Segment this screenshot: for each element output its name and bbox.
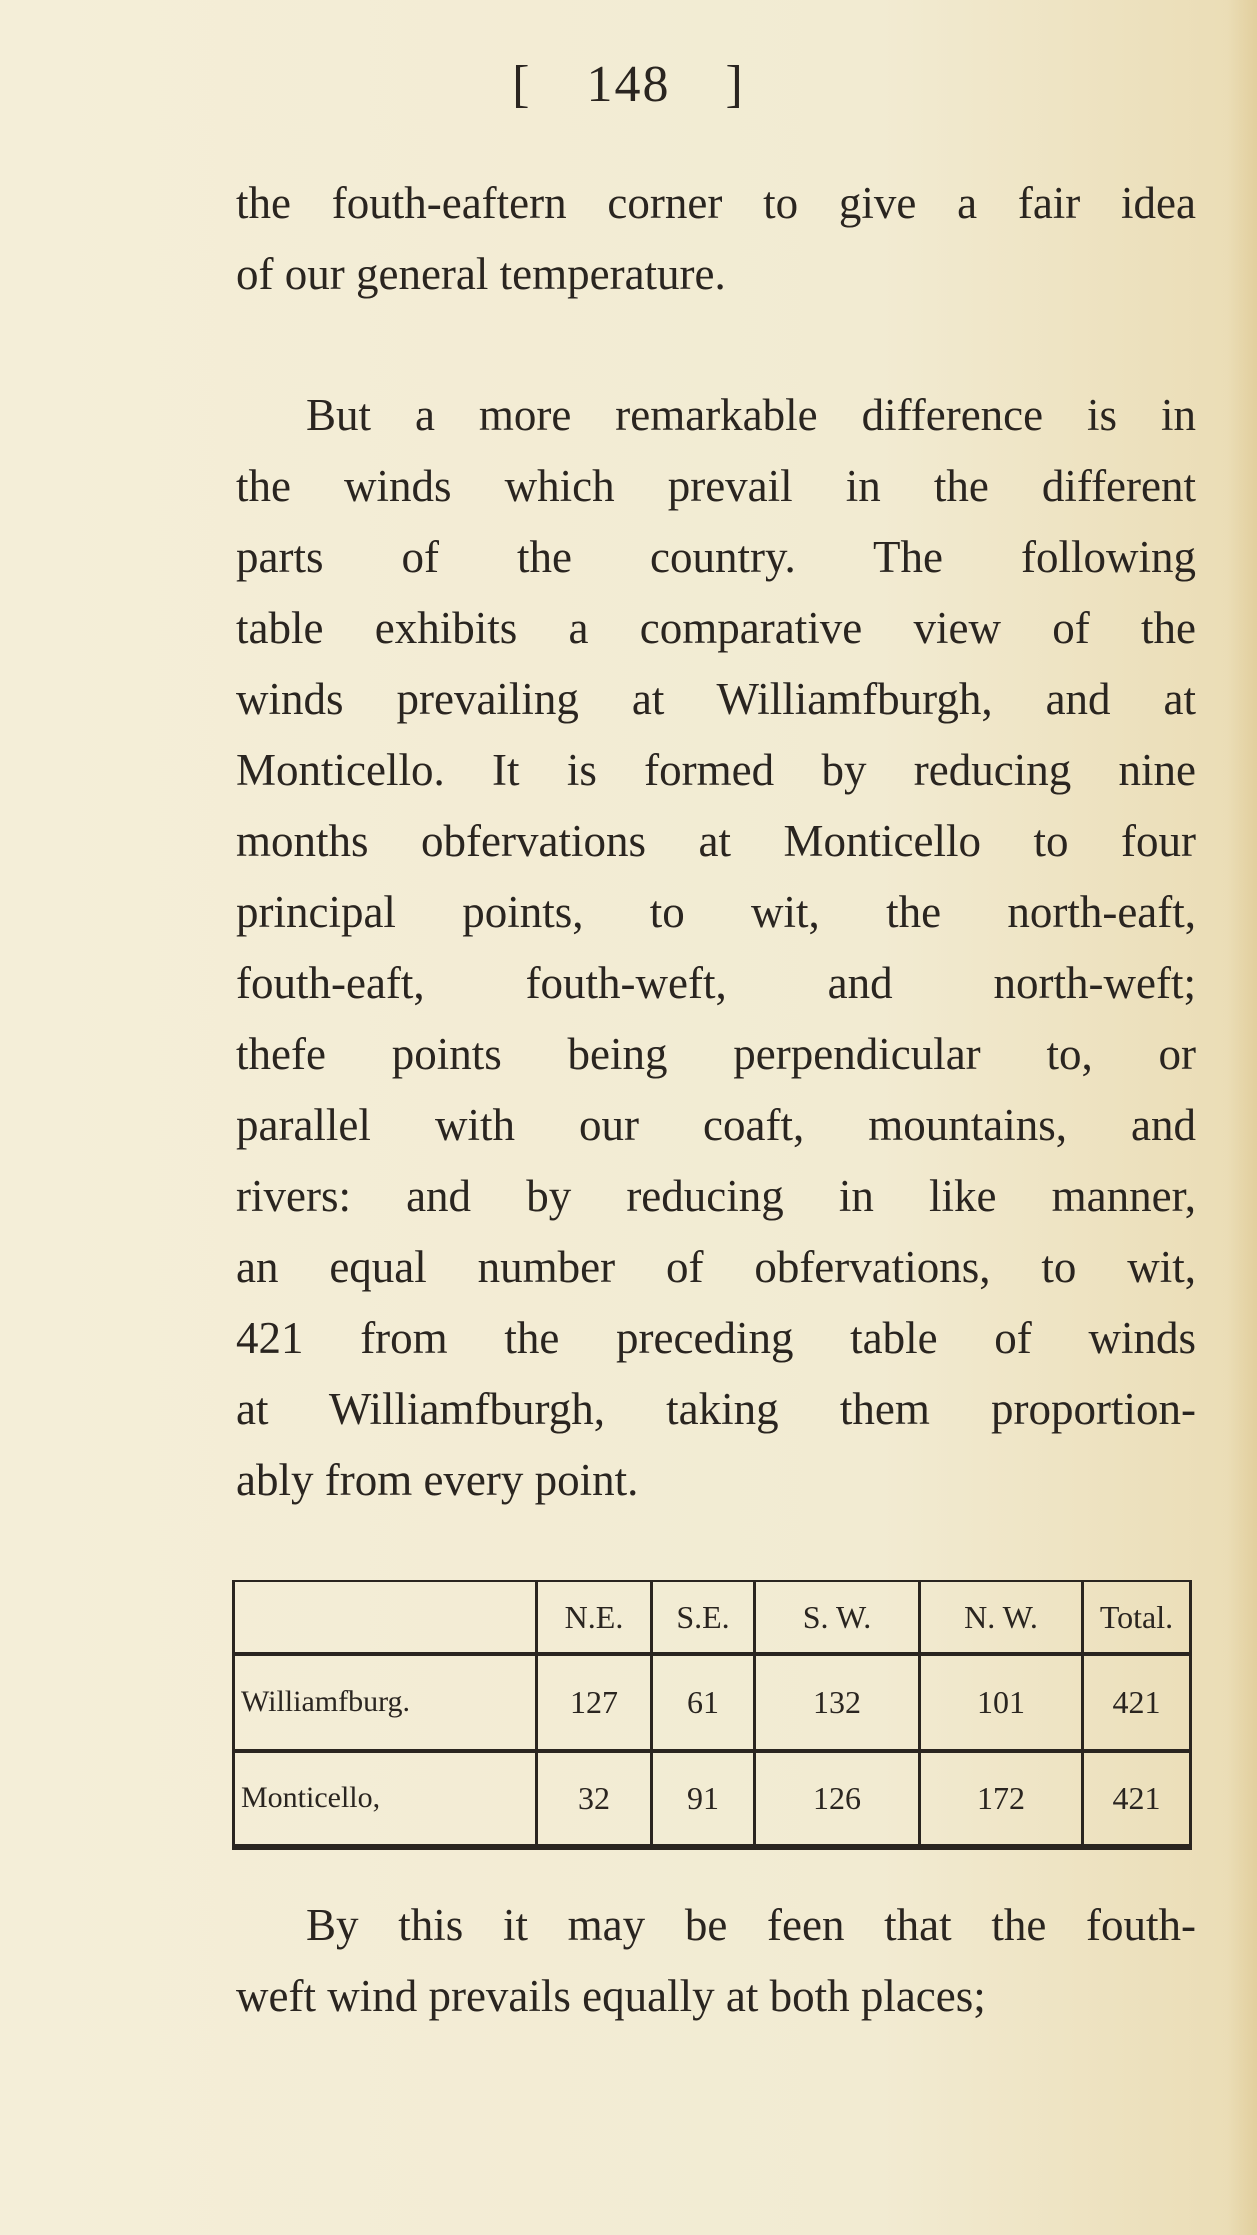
text-line: Monticello. It is formed by reducing nine <box>236 745 1196 795</box>
page-edge-shadow <box>1227 0 1257 2235</box>
text-line: of our general temperature. <box>236 249 726 299</box>
table-cell: 101 <box>920 1654 1083 1751</box>
text-line: fouth-eaft, fouth-weft, and north-weft; <box>236 958 1196 1008</box>
page-header <box>0 55 1257 114</box>
table-header-row <box>234 1581 1191 1654</box>
table-cell: 172 <box>920 1751 1083 1848</box>
text-line: But a more remarkable difference is in <box>306 390 1196 440</box>
text-line: 421 from the preceding table of winds <box>236 1313 1196 1363</box>
table-cell: 421 <box>1083 1751 1191 1848</box>
row-label: Williamfburg. <box>234 1654 537 1751</box>
table-cell: 127 <box>537 1654 652 1751</box>
header-open-bracket: [ <box>512 56 532 113</box>
text-line: By this it may be feen that the fouth- <box>306 1900 1196 1950</box>
text-line: at Williamfburgh, taking them proportion- <box>236 1384 1196 1434</box>
text-line: the winds which prevail in the different <box>236 461 1196 511</box>
text-line: parallel with our coaft, mountains, and <box>236 1100 1196 1150</box>
header-close-bracket: ] <box>725 56 745 113</box>
text-line: months obfervations at Monticello to four <box>236 816 1196 866</box>
table-cell: 421 <box>1083 1654 1191 1751</box>
text-line: winds prevailing at Williamfburgh, and at <box>236 674 1196 724</box>
text-line: rivers: and by reducing in like manner, <box>236 1171 1196 1221</box>
table-cell: 91 <box>652 1751 755 1848</box>
header-cell-total: Total. <box>1083 1581 1191 1654</box>
paragraph-winds <box>236 380 1196 1516</box>
header-cell-nw: N. W. <box>920 1581 1083 1654</box>
table-cell: 61 <box>652 1654 755 1751</box>
text-line: weft wind prevails equally at both places; <box>236 1971 986 2021</box>
header-cell-ne: N.E. <box>537 1581 652 1654</box>
winds-comparison-table <box>232 1580 1192 1850</box>
page-number: 148 <box>586 56 671 113</box>
text-line: parts of the country. The following <box>236 532 1196 582</box>
text-line: the fouth-eaftern corner to give a fair idea <box>236 178 1196 228</box>
table-row <box>234 1751 1191 1848</box>
table-cell: 126 <box>755 1751 920 1848</box>
text-line: principal points, to wit, the north-eaft, <box>236 887 1196 937</box>
paragraph-temperature <box>236 168 1196 310</box>
text-line: ably from every point. <box>236 1455 639 1505</box>
row-label: Monticello, <box>234 1751 537 1848</box>
header-cell-se: S.E. <box>652 1581 755 1654</box>
table-cell: 132 <box>755 1654 920 1751</box>
header-cell-sw: S. W. <box>755 1581 920 1654</box>
text-line: table exhibits a comparative view of the <box>236 603 1196 653</box>
paragraph-conclusion <box>236 1890 1196 2032</box>
table-cell: 32 <box>537 1751 652 1848</box>
table-row <box>234 1654 1191 1751</box>
header-cell-blank <box>234 1581 537 1654</box>
text-line: an equal number of obfervations, to wit, <box>236 1242 1196 1292</box>
text-line: thefe points being perpendicular to, or <box>236 1029 1196 1079</box>
